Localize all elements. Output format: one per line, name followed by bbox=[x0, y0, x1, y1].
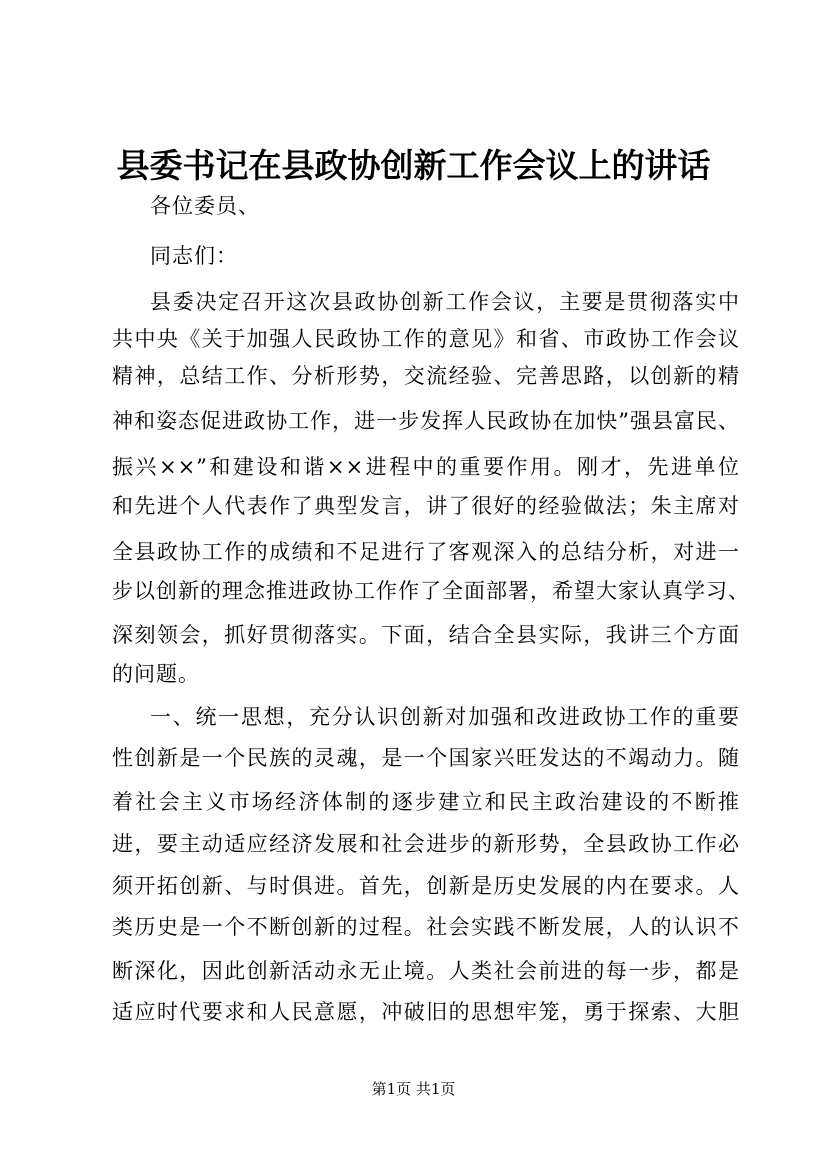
salutation-line-2: 同志们： bbox=[150, 244, 238, 268]
paragraph-2-line: 须开拓创新、与时俱进。首先，创新是历史发展的内在要求。人 bbox=[112, 874, 740, 898]
paragraph-1-line: 全县政协工作的成绩和不足进行了客观深入的总结分析，对进一 bbox=[112, 540, 740, 564]
paragraph-2-line: 一、统一思想，充分认识创新对加强和改进政协工作的重要 bbox=[150, 705, 740, 729]
paragraph-1-line: 步以创新的理念推进政协工作作了全面部署，希望大家认真学习、 bbox=[112, 579, 750, 603]
paragraph-1-line: 县委决定召开这次县政协创新工作会议，主要是贯彻落实中 bbox=[150, 290, 740, 314]
paragraph-2-line: 断深化，因此创新活动永无止境。人类社会前进的每一步，都是 bbox=[112, 959, 740, 983]
page-number-footer: 第1页 共1页 bbox=[371, 1080, 456, 1098]
paragraph-2-line: 适应时代要求和人民意愿，冲破旧的思想牢笼，勇于探索、大胆 bbox=[112, 1000, 740, 1024]
document-title: 县委书记在县政协创新工作会议上的讲话 bbox=[116, 146, 711, 185]
paragraph-1-line: 和先进个人代表作了典型发言，讲了很好的经验做法；朱主席对 bbox=[112, 494, 740, 518]
paragraph-2-line: 性创新是一个民族的灵魂，是一个国家兴旺发达的不竭动力。随 bbox=[112, 746, 740, 770]
paragraph-2-line: 着社会主义市场经济体制的逐步建立和民主政治建设的不断推 bbox=[112, 790, 740, 814]
paragraph-1-line: 深刻领会，抓好贯彻落实。下面，结合全县实际，我讲三个方面 bbox=[112, 623, 740, 647]
paragraph-1-line: 共中央《关于加强人民政协工作的意见》和省、市政协工作会议 bbox=[112, 327, 740, 351]
paragraph-1-line: 的问题。 bbox=[112, 662, 200, 686]
paragraph-1-line: 振兴××”和建设和谐××进程中的重要作用。刚才，先进单位 bbox=[112, 455, 740, 479]
paragraph-1-line: 神和姿态促进政协工作，进一步发挥人民政协在加快”强县富民、 bbox=[112, 409, 740, 433]
salutation-line-1: 各位委员、 bbox=[150, 194, 260, 218]
paragraph-2-line: 类历史是一个不断创新的过程。社会实践不断发展，人的认识不 bbox=[112, 915, 740, 939]
paragraph-2-line: 进，要主动适应经济发展和社会进步的新形势，全县政协工作必 bbox=[112, 832, 740, 856]
paragraph-1-line: 精神，总结工作、分析形势，交流经验、完善思路，以创新的精 bbox=[112, 364, 740, 388]
